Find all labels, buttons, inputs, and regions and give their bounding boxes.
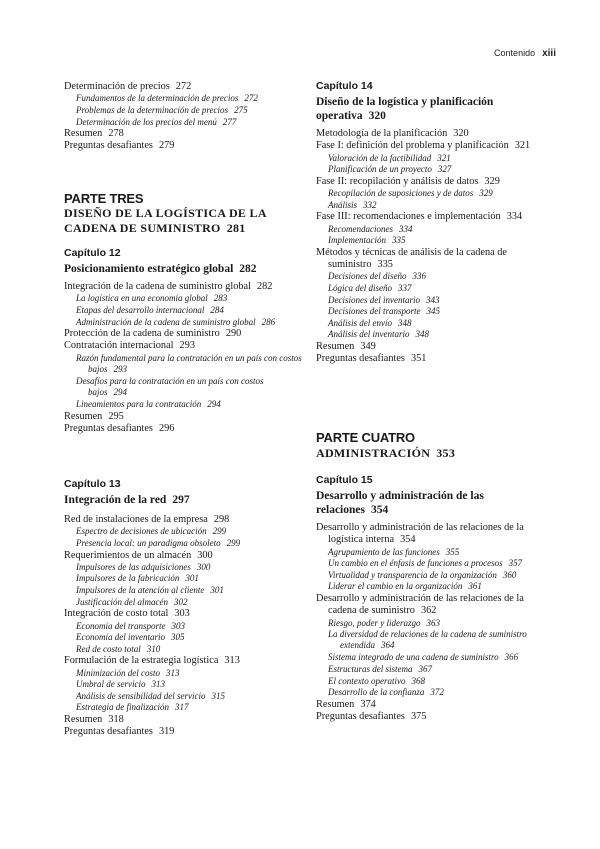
toc-entry-title: Protección de la cadena de suministro bbox=[64, 328, 220, 340]
toc-entry-title: Economía del inventario bbox=[76, 632, 165, 643]
toc-subentry bbox=[76, 526, 226, 537]
toc-entry-title: Preguntas desafiantes bbox=[64, 726, 153, 738]
toc-entry-title: Determinación de precios bbox=[64, 81, 170, 92]
toc-subentry bbox=[76, 376, 303, 398]
toc-entry-title: Metodología de la planificación bbox=[316, 128, 448, 139]
toc-entry-page: 299 bbox=[226, 537, 241, 548]
toc-entry-title: La diversidad de relaciones de la cadena de suministro extendida bbox=[328, 629, 527, 651]
toc-entry-title: Decisiones del transporte bbox=[328, 306, 421, 317]
toc-entry-title: Razón fundamental para la contratación en un país con costos bajos bbox=[76, 352, 302, 374]
toc-entry-title: Etapas del desarrollo internacional bbox=[76, 304, 205, 315]
toc-entry-page: 315 bbox=[211, 690, 225, 701]
toc-entry bbox=[64, 550, 213, 562]
toc-entry-title: Preguntas desafiantes bbox=[64, 140, 153, 152]
toc-subentry bbox=[328, 295, 439, 306]
part-four-label: PARTE CUATRO bbox=[316, 430, 415, 445]
toc-entry-page: 334 bbox=[398, 223, 413, 234]
chapter-12-title: Posicionamiento estratégico global 282 bbox=[64, 263, 257, 275]
toc-entry-page: 345 bbox=[426, 306, 440, 317]
chapter-15-title: Desarrollo y administración de las relaciones 354 bbox=[316, 490, 484, 516]
chapter-14-title: Diseño de la logística y planificación operativa 320 bbox=[316, 96, 494, 122]
toc-entry-title: Fase II: recopilación y análisis de datos bbox=[316, 175, 479, 187]
header-section: Contenido bbox=[494, 48, 536, 58]
toc-entry-page: 343 bbox=[425, 294, 440, 305]
toc-entry-title: Integración de la cadena de suministro global bbox=[64, 281, 251, 292]
chapter-14-label: Capítulo 14 bbox=[316, 80, 373, 92]
toc-entry bbox=[316, 522, 543, 546]
toc-entry-title: Lógica del diseño bbox=[328, 283, 392, 293]
toc-entry-title: Minimización del costo bbox=[76, 667, 160, 678]
toc-entry-title: Agrupamiento de las funciones bbox=[328, 546, 440, 557]
toc-entry-page: 290 bbox=[225, 328, 242, 340]
header-page-number: xiii bbox=[542, 48, 556, 59]
toc-entry-page: 279 bbox=[158, 140, 175, 152]
toc-subentry bbox=[76, 573, 199, 584]
toc-entry-title: Red de costo total bbox=[76, 643, 141, 654]
toc-entry-title: Determinación de los precios del menú bbox=[76, 116, 217, 127]
toc-entry-title: Estrategia de finalización bbox=[76, 702, 169, 713]
toc-entry-page: 293 bbox=[113, 363, 128, 374]
toc-subentry bbox=[76, 621, 185, 632]
toc-subentry bbox=[76, 538, 240, 549]
toc-entry-page: 277 bbox=[222, 116, 237, 127]
toc-subentry bbox=[76, 691, 225, 702]
toc-subentry bbox=[328, 618, 440, 629]
toc-entry-page: 354 bbox=[400, 534, 416, 545]
toc-entry bbox=[316, 353, 426, 365]
toc-entry-page: 303 bbox=[171, 620, 185, 631]
toc-subentry bbox=[328, 235, 405, 246]
toc-entry bbox=[316, 341, 376, 353]
toc-entry-page: 348 bbox=[415, 329, 429, 340]
toc-entry-title: Problemas de la determinación de precios bbox=[76, 104, 229, 115]
toc-entry bbox=[64, 81, 191, 93]
toc-entry-title: Virtualidad y transparencia de la organización bbox=[328, 569, 497, 580]
part-four-title: ADMINISTRACIÓN 353 bbox=[316, 446, 456, 460]
toc-subentry bbox=[328, 153, 451, 164]
toc-entry-page: 321 bbox=[437, 152, 451, 163]
toc-subentry bbox=[328, 164, 451, 175]
toc-entry-title: Análisis bbox=[328, 199, 358, 210]
part-three-page: 281 bbox=[226, 221, 246, 235]
toc-subentry bbox=[76, 668, 180, 679]
toc-entry-title: Resumen bbox=[64, 714, 103, 725]
toc-entry-page: 318 bbox=[108, 714, 124, 725]
toc-subentry bbox=[76, 644, 160, 655]
toc-entry-title: Impulsores de la fabricación bbox=[76, 573, 180, 584]
chapter-12-label: Capítulo 12 bbox=[64, 247, 121, 259]
toc-subentry bbox=[76, 317, 275, 328]
toc-entry bbox=[64, 128, 124, 140]
toc-entry-title: Decisiones del diseño bbox=[328, 271, 407, 282]
toc-entry-page: 363 bbox=[426, 617, 440, 628]
toc-entry-title: Resumen bbox=[64, 410, 103, 422]
toc-entry-title: Resumen bbox=[64, 128, 103, 140]
toc-subentry bbox=[328, 318, 412, 329]
toc-entry-page: 283 bbox=[213, 293, 228, 304]
toc-entry-title: Fase III: recomendaciones e implementación bbox=[316, 211, 501, 223]
toc-entry-page: 313 bbox=[224, 655, 240, 667]
toc-subentry bbox=[328, 581, 482, 592]
toc-entry-page: 351 bbox=[410, 353, 427, 365]
toc-entry-page: 317 bbox=[175, 702, 189, 713]
toc-entry-title: Impulsores de la atención al cliente bbox=[76, 585, 205, 595]
toc-entry-page: 337 bbox=[398, 283, 412, 293]
toc-entry-title: Preguntas desafiantes bbox=[64, 423, 153, 434]
toc-entry bbox=[64, 328, 241, 340]
toc-entry-page: 302 bbox=[173, 596, 188, 607]
toc-subentry bbox=[76, 632, 184, 643]
toc-subentry bbox=[76, 702, 189, 713]
toc-entry-page: 293 bbox=[179, 340, 195, 352]
toc-entry-title: Contratación internacional bbox=[64, 340, 174, 352]
part-four-page: 353 bbox=[436, 446, 456, 460]
toc-subentry bbox=[76, 585, 224, 596]
toc-subentry bbox=[328, 188, 493, 199]
toc-subentry bbox=[76, 353, 303, 375]
toc-entry-title: Red de instalaciones de la empresa bbox=[64, 514, 208, 525]
toc-subentry bbox=[328, 664, 432, 675]
toc-entry-title: Riesgo, poder y liderazgo bbox=[328, 617, 421, 628]
toc-entry-page: 335 bbox=[377, 258, 393, 270]
toc-entry-page: 310 bbox=[146, 643, 161, 654]
toc-entry-page: 336 bbox=[412, 271, 426, 282]
toc-subentry bbox=[328, 306, 440, 317]
toc-subentry bbox=[328, 271, 426, 282]
toc-entry bbox=[316, 128, 469, 140]
toc-entry bbox=[64, 411, 124, 423]
toc-entry-title: Liderar el cambio en la organización bbox=[328, 581, 463, 592]
toc-entry-title: Impulsores de las adquisiciones bbox=[76, 561, 191, 572]
toc-entry-title: Decisiones del inventario bbox=[328, 294, 420, 305]
toc-subentry bbox=[76, 679, 165, 690]
toc-entry bbox=[316, 176, 500, 188]
toc-entry-page: 327 bbox=[437, 164, 452, 175]
toc-subentry bbox=[76, 293, 227, 304]
toc-entry-title: Desarrollo y administración de las relaciones de la logística interna bbox=[316, 522, 524, 545]
toc-entry bbox=[316, 247, 543, 271]
toc-entry-title: Análisis del envío bbox=[328, 317, 392, 328]
toc-entry-page: 366 bbox=[504, 652, 519, 663]
toc-entry-page: 296 bbox=[158, 423, 175, 434]
toc-entry-page: 335 bbox=[391, 235, 406, 246]
toc-subentry bbox=[328, 676, 425, 687]
toc-entry bbox=[64, 423, 174, 435]
toc-entry-title: Resumen bbox=[316, 341, 355, 352]
toc-entry-title: Desafíos para la contratación en un país con costos bajos bbox=[76, 375, 264, 397]
part-three-label: PARTE TRES bbox=[64, 191, 144, 206]
toc-entry-page: 303 bbox=[174, 608, 190, 620]
toc-entry-title: Desarrollo y administración de las relaciones de la cadena de suministro bbox=[316, 593, 524, 616]
part-three-title: DISEÑO DE LA LOGÍSTICA DE LA CADENA DE SUMINISTRO 281 bbox=[64, 206, 267, 235]
toc-subentry bbox=[76, 93, 258, 104]
toc-subentry bbox=[76, 105, 248, 116]
toc-entry-title: Preguntas desafiantes bbox=[316, 353, 405, 365]
toc-entry bbox=[316, 593, 543, 617]
toc-entry-page: 332 bbox=[363, 199, 377, 210]
toc-entry-page: 319 bbox=[158, 726, 175, 738]
toc-entry-page: 294 bbox=[113, 386, 128, 397]
toc-entry-title: Métodos y técnicas de análisis de la cadena de suministro bbox=[316, 246, 507, 270]
toc-entry-page: 334 bbox=[506, 211, 523, 223]
toc-entry-page: 375 bbox=[410, 711, 427, 723]
toc-entry-page: 349 bbox=[360, 341, 376, 352]
toc-entry-title: Estructuras del sistema bbox=[328, 664, 413, 674]
toc-entry-page: 374 bbox=[360, 698, 376, 710]
toc-entry bbox=[316, 699, 376, 711]
toc-entry bbox=[316, 140, 530, 152]
toc-entry-title: Economía del transporte bbox=[76, 620, 166, 631]
toc-entry-page: 282 bbox=[257, 281, 273, 292]
toc-entry-page: 286 bbox=[261, 316, 276, 327]
chapter-13-title: Integración de la red 297 bbox=[64, 494, 190, 506]
toc-entry-page: 301 bbox=[210, 585, 224, 595]
toc-entry-page: 357 bbox=[508, 558, 523, 569]
toc-subentry bbox=[76, 305, 224, 316]
toc-entry-title: Resumen bbox=[316, 698, 355, 710]
toc-entry-title: Formulación de la estrategia logística bbox=[64, 655, 219, 667]
toc-entry-page: 299 bbox=[212, 526, 227, 537]
toc-entry-page: 368 bbox=[411, 675, 425, 686]
toc-subentry bbox=[76, 562, 210, 573]
toc-entry-page: 313 bbox=[151, 679, 165, 690]
toc-entry bbox=[316, 211, 522, 223]
toc-entry-page: 294 bbox=[207, 399, 221, 410]
toc-entry-title: Análisis del inventario bbox=[328, 329, 410, 340]
toc-entry bbox=[64, 140, 174, 152]
toc-entry-page: 320 bbox=[453, 128, 469, 139]
toc-entry-title: Requerimientos de un almacén bbox=[64, 549, 192, 561]
toc-subentry bbox=[328, 558, 522, 569]
toc-entry-title: Análisis de sensibilidad del servicio bbox=[76, 690, 206, 701]
toc-entry bbox=[64, 608, 190, 620]
toc-entry bbox=[64, 655, 240, 667]
toc-entry-title: Administración de la cadena de suministro global bbox=[76, 316, 256, 327]
chapter-13-label: Capítulo 13 bbox=[64, 478, 121, 490]
toc-entry-page: 361 bbox=[468, 581, 482, 592]
toc-entry-page: 372 bbox=[430, 687, 444, 698]
toc-entry-title: Preguntas desafiantes bbox=[316, 711, 405, 723]
toc-entry-title: Desarrollo de la confianza bbox=[328, 687, 425, 698]
toc-entry-page: 329 bbox=[479, 188, 493, 199]
toc-entry-page: 364 bbox=[381, 640, 395, 651]
toc-entry-page: 275 bbox=[234, 104, 248, 115]
toc-entry-page: 295 bbox=[108, 410, 124, 422]
toc-entry-title: La logística en una economía global bbox=[76, 293, 208, 304]
toc-entry-title: Recopilación de suposiciones y de datos bbox=[328, 188, 474, 199]
toc-entry-page: 298 bbox=[213, 514, 230, 525]
toc-subentry bbox=[76, 117, 236, 128]
toc-entry-page: 329 bbox=[484, 175, 500, 187]
toc-entry-page: 284 bbox=[210, 304, 224, 315]
toc-entry-page: 355 bbox=[445, 546, 460, 557]
toc-entry-page: 348 bbox=[398, 317, 412, 328]
toc-entry-page: 300 bbox=[197, 549, 213, 561]
toc-subentry bbox=[328, 283, 412, 294]
toc-entry-title: Valoración de la factibilidad bbox=[328, 152, 432, 163]
toc-entry bbox=[316, 711, 426, 723]
toc-entry-page: 313 bbox=[166, 667, 180, 678]
toc-subentry bbox=[328, 224, 412, 235]
toc-subentry bbox=[328, 570, 516, 581]
toc-entry bbox=[64, 340, 195, 352]
toc-subentry bbox=[328, 329, 429, 340]
toc-entry bbox=[64, 514, 229, 526]
toc-entry-title: Sistema integrado de una cadena de suministro bbox=[328, 652, 499, 663]
toc-subentry bbox=[76, 399, 221, 410]
toc-subentry bbox=[328, 629, 555, 651]
toc-entry-title: Justificación del almacén bbox=[76, 596, 168, 607]
toc-entry-page: 360 bbox=[502, 569, 517, 580]
toc-entry-title: Presencia local: un paradigma obsoleto bbox=[76, 537, 221, 548]
toc-entry-title: Umbral de servicio bbox=[76, 679, 146, 690]
toc-entry-title: Fundamentos de la determinación de precios bbox=[76, 93, 239, 104]
toc-entry bbox=[64, 726, 174, 738]
toc-entry-title: Implementación bbox=[328, 235, 386, 246]
toc-entry-page: 301 bbox=[185, 573, 199, 584]
running-header bbox=[494, 48, 556, 59]
chapter-15-label: Capítulo 15 bbox=[316, 474, 373, 486]
toc-entry-page: 300 bbox=[196, 561, 211, 572]
toc-subentry bbox=[328, 652, 518, 663]
toc-entry-title: Integración de costo total bbox=[64, 608, 169, 620]
toc-subentry bbox=[328, 687, 444, 698]
toc-entry-title: Lineamientos para la contratación bbox=[76, 399, 202, 410]
toc-entry-page: 362 bbox=[420, 605, 437, 616]
toc-subentry bbox=[328, 547, 459, 558]
toc-subentry bbox=[76, 597, 187, 608]
toc-entry bbox=[64, 281, 272, 293]
toc-subentry bbox=[328, 200, 377, 211]
toc-entry-page: 272 bbox=[244, 93, 258, 104]
toc-entry-title: Espectro de decisiones de ubicación bbox=[76, 526, 207, 537]
toc-entry-page: 321 bbox=[514, 140, 531, 152]
toc-entry-title: Fase I: definición del problema y planificación bbox=[316, 140, 509, 152]
toc-entry-title: Recomendaciones bbox=[328, 223, 393, 234]
toc-entry-page: 367 bbox=[418, 664, 432, 674]
toc-entry-page: 305 bbox=[170, 632, 185, 643]
toc-entry-title: El contexto operativo bbox=[328, 675, 406, 686]
toc-entry bbox=[64, 714, 124, 726]
toc-entry-title: Un cambio en el énfasis de funciones a procesos bbox=[328, 558, 503, 569]
toc-entry-title: Planificación de un proyecto bbox=[328, 164, 432, 175]
toc-entry-page: 272 bbox=[175, 81, 192, 92]
toc-entry-page: 278 bbox=[108, 128, 124, 140]
